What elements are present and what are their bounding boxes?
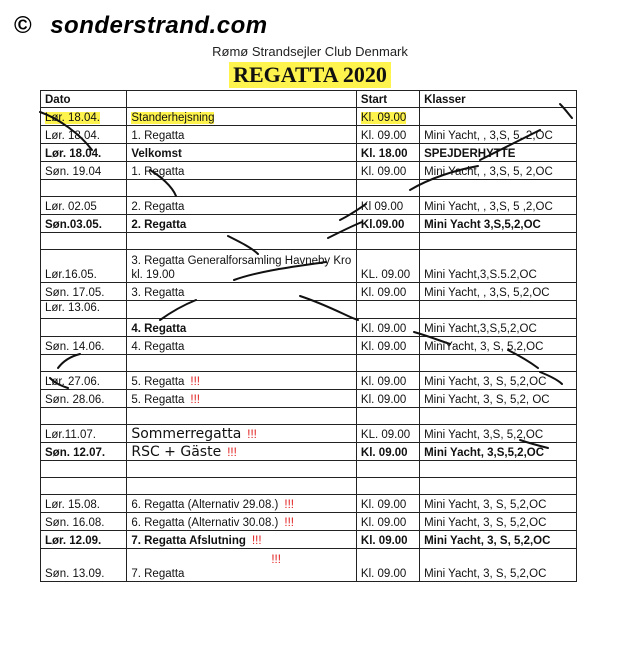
date-cell	[41, 144, 127, 162]
regatta-table	[40, 90, 577, 582]
classes-cell	[420, 233, 577, 250]
start-cell	[356, 301, 419, 319]
event-cell	[127, 425, 357, 443]
date-cell	[41, 180, 127, 197]
start-cell-text: Kl 09.00	[360, 201, 404, 213]
classes-cell	[420, 531, 577, 549]
date-cell-text: Søn. 19.04	[45, 166, 102, 178]
classes-cell	[420, 355, 577, 372]
date-cell	[41, 283, 127, 301]
date-cell	[41, 531, 127, 549]
event-cell-text: 2. Regatta	[131, 219, 187, 231]
start-cell-text: KL. 09.00	[360, 269, 411, 281]
date-cell-text: Lør.16.05.	[45, 269, 97, 281]
classes-cell	[420, 425, 577, 443]
start-cell-text: Kl. 09.00	[360, 287, 407, 299]
blank-row	[41, 461, 577, 478]
classes-cell-text: Mini Yacht, 3, S, 5,2,OC	[424, 568, 547, 580]
blank-row	[41, 180, 577, 197]
start-cell	[356, 495, 419, 513]
start-cell	[356, 126, 419, 144]
event-cell	[127, 162, 357, 180]
date-cell-text: Lør. 02.05	[45, 201, 97, 213]
classes-cell-text: Mini Yacht, , 3,S, 5, 2,OC	[424, 166, 553, 178]
classes-cell-text: Mini Yacht, 3, S, 5,2,OC	[424, 499, 547, 511]
start-cell	[356, 108, 419, 126]
classes-cell	[420, 250, 577, 283]
event-cell	[127, 461, 357, 478]
date-cell-text: Lør. 15.08.	[45, 499, 100, 511]
table-header	[41, 91, 577, 108]
attention-marks: !!!	[271, 554, 281, 566]
table-row	[41, 301, 577, 319]
start-cell	[356, 180, 419, 197]
start-cell-text: Kl. 09.00	[360, 166, 407, 178]
start-cell-text: Kl. 09.00	[360, 376, 407, 388]
date-cell	[41, 233, 127, 250]
start-cell	[356, 197, 419, 215]
start-cell-text: Kl. 09.00	[360, 535, 408, 547]
attention-marks: !!!	[190, 394, 201, 406]
classes-cell	[420, 443, 577, 461]
attention-marks: !!!	[284, 499, 294, 511]
column-header-start: Start	[356, 91, 419, 108]
table-row	[41, 144, 577, 162]
event-cell-text: 5. Regatta	[131, 394, 185, 406]
classes-cell-text: Mini Yacht, 3,S,5,2,OC	[424, 447, 545, 459]
classes-cell-text: Mini Yacht, , 3,S, 5 ,2,OC	[424, 201, 553, 213]
date-cell	[41, 513, 127, 531]
date-cell-text: Søn. 28.06.	[45, 394, 105, 406]
classes-cell-text: Mini Yacht,3,S,5,2,OC	[424, 323, 537, 335]
date-cell	[41, 390, 127, 408]
event-cell	[127, 478, 357, 495]
classes-cell	[420, 461, 577, 478]
classes-cell	[420, 108, 577, 126]
table-row	[41, 319, 577, 337]
table-row	[41, 162, 577, 180]
event-cell	[127, 355, 357, 372]
start-cell	[356, 283, 419, 301]
date-cell-text: Søn. 16.08.	[45, 517, 105, 529]
classes-cell-text: Mini Yacht 3,S,5,2,OC	[424, 219, 541, 231]
date-cell	[41, 319, 127, 337]
event-cell	[127, 495, 357, 513]
start-cell-text: Kl. 09.00	[360, 112, 407, 124]
event-cell	[127, 301, 357, 319]
table-row	[41, 531, 577, 549]
attention-marks: !!!	[227, 447, 237, 459]
column-header-date: Dato	[41, 91, 127, 108]
event-cell-text: 7. Regatta	[131, 568, 185, 580]
date-cell-text: Lør.11.07.	[45, 429, 96, 441]
date-cell	[41, 495, 127, 513]
event-cell-text: 4. Regatta	[131, 341, 185, 353]
date-cell	[41, 197, 127, 215]
classes-cell-text: Mini Yacht, 3, S, 5,2,OC	[424, 535, 551, 547]
date-cell-text: Søn. 12.07.	[45, 447, 106, 459]
page-title: REGATTA 2020	[229, 62, 391, 88]
blank-row	[41, 478, 577, 495]
classes-cell	[420, 337, 577, 355]
table-row	[41, 425, 577, 443]
date-cell	[41, 443, 127, 461]
start-cell	[356, 390, 419, 408]
event-cell-text: 6. Regatta (Alternativ 30.08.)	[131, 517, 279, 529]
start-cell	[356, 215, 419, 233]
date-cell	[41, 425, 127, 443]
table-row	[41, 126, 577, 144]
blank-row	[41, 233, 577, 250]
date-cell	[41, 162, 127, 180]
table-row	[41, 372, 577, 390]
event-cell	[127, 233, 357, 250]
table-row	[41, 197, 577, 215]
date-cell	[41, 408, 127, 425]
classes-cell-text: Mini Yacht, 3,S, 5,2,OC	[424, 429, 544, 441]
event-cell-text: Standerhejsning	[131, 112, 215, 124]
classes-cell	[420, 549, 577, 582]
start-cell	[356, 531, 419, 549]
classes-cell	[420, 478, 577, 495]
watermark	[14, 12, 268, 40]
start-cell	[356, 408, 419, 425]
classes-cell-text: MiniYacht, 3, S, 5,2,OC	[424, 341, 544, 353]
copyright-symbol: ©	[14, 12, 33, 39]
date-cell-text: Søn. 17.05.	[45, 287, 105, 299]
table-row	[41, 337, 577, 355]
classes-cell-text: Mini Yacht, , 3,S, 5, 2,OC	[424, 130, 553, 142]
column-header-event	[127, 91, 357, 108]
start-cell-text: Kl. 09.00	[360, 499, 407, 511]
attention-marks: !!!	[247, 429, 257, 441]
start-cell-text: Kl. 09.00	[360, 568, 407, 580]
site-name: sonderstrand.com	[50, 12, 268, 39]
start-cell	[356, 513, 419, 531]
date-cell	[41, 301, 127, 319]
date-cell	[41, 126, 127, 144]
event-cell-text: 4. Regatta	[131, 323, 187, 335]
start-cell	[356, 461, 419, 478]
blank-row	[41, 355, 577, 372]
event-cell	[127, 372, 357, 390]
date-cell-text: Søn.03.05.	[45, 219, 102, 231]
start-cell-text: Kl. 09.00	[360, 323, 407, 335]
start-cell	[356, 250, 419, 283]
start-cell	[356, 549, 419, 582]
event-cell	[127, 408, 357, 425]
event-cell-text: 3. Regatta	[131, 287, 185, 299]
start-cell	[356, 233, 419, 250]
start-cell	[356, 425, 419, 443]
classes-cell	[420, 301, 577, 319]
date-cell	[41, 337, 127, 355]
start-cell	[356, 478, 419, 495]
event-cell-text: 3. Regatta Generalforsamling Havneby Kro kl. 19.00	[131, 255, 352, 281]
event-cell-text: 1. Regatta	[131, 166, 185, 178]
event-cell-text: 5. Regatta	[131, 376, 185, 388]
table-row	[41, 513, 577, 531]
classes-cell-text: Mini Yacht, 3, S, 5,2,OC	[424, 517, 547, 529]
event-cell	[127, 549, 357, 582]
start-cell-text: Kl. 09.00	[360, 130, 407, 142]
classes-cell	[420, 144, 577, 162]
date-cell	[41, 250, 127, 283]
event-cell	[127, 126, 357, 144]
event-cell	[127, 215, 357, 233]
start-cell-text: Kl. 09.00	[360, 447, 408, 459]
event-cell	[127, 108, 357, 126]
blank-row	[41, 408, 577, 425]
event-cell-text: Velkomst	[131, 148, 182, 160]
date-cell-text: Søn. 13.09.	[45, 568, 105, 580]
classes-cell	[420, 408, 577, 425]
event-cell	[127, 390, 357, 408]
event-cell-text: RSC + Gäste	[131, 444, 222, 460]
start-cell	[356, 337, 419, 355]
event-cell	[127, 513, 357, 531]
classes-cell-text: Mini Yacht, , 3,S, 5,2,OC	[424, 287, 550, 299]
start-cell-text: KL. 09.00	[360, 429, 411, 441]
event-cell	[127, 337, 357, 355]
start-cell-text: Kl. 18.00	[360, 148, 408, 160]
event-cell	[127, 283, 357, 301]
date-cell-text: Lør. 18.04.	[45, 130, 100, 142]
event-cell	[127, 443, 357, 461]
date-cell	[41, 478, 127, 495]
classes-cell-text: Mini Yacht, 3, S, 5,2, OC	[424, 394, 550, 406]
table-row	[41, 108, 577, 126]
date-cell-text: Lør. 12.09.	[45, 535, 102, 547]
column-header-classes: Klasser	[420, 91, 577, 108]
event-cell-text: 6. Regatta (Alternativ 29.08.)	[131, 499, 279, 511]
start-cell-text: Kl. 09.00	[360, 341, 407, 353]
event-cell-text: 1. Regatta	[131, 130, 185, 142]
classes-cell	[420, 126, 577, 144]
start-cell	[356, 372, 419, 390]
date-cell-text: Lør. 13.06.	[45, 302, 100, 314]
date-cell	[41, 108, 127, 126]
start-cell	[356, 355, 419, 372]
event-cell	[127, 319, 357, 337]
attention-marks: !!!	[251, 535, 262, 547]
date-cell	[41, 355, 127, 372]
table-row	[41, 390, 577, 408]
classes-cell-text: Mini Yacht, 3, S, 5,2,OC	[424, 376, 547, 388]
event-cell	[127, 531, 357, 549]
table-row	[41, 215, 577, 233]
classes-cell	[420, 372, 577, 390]
table-row	[41, 250, 577, 283]
classes-cell	[420, 215, 577, 233]
event-cell	[127, 144, 357, 162]
classes-cell-text: SPEJDERHYTTE	[424, 148, 516, 160]
classes-cell	[420, 162, 577, 180]
attention-marks: !!!	[190, 376, 201, 388]
event-cell-text: Sommerregatta	[131, 426, 242, 442]
date-cell-text: Søn. 14.06.	[45, 341, 105, 353]
date-cell	[41, 372, 127, 390]
table-row	[41, 443, 577, 461]
date-cell-text: Lør. 27.06.	[45, 376, 100, 388]
attention-marks: !!!	[284, 517, 294, 529]
event-cell-text: 2. Regatta	[131, 201, 185, 213]
date-cell	[41, 215, 127, 233]
classes-cell	[420, 283, 577, 301]
event-cell	[127, 250, 357, 283]
date-cell-text: Lør. 18.04.	[45, 112, 100, 124]
start-cell-text: Kl. 09.00	[360, 517, 407, 529]
table-row	[41, 549, 577, 582]
start-cell-text: Kl. 09.00	[360, 394, 407, 406]
classes-cell	[420, 513, 577, 531]
start-cell	[356, 144, 419, 162]
start-cell	[356, 319, 419, 337]
event-cell	[127, 180, 357, 197]
classes-cell	[420, 495, 577, 513]
event-cell	[127, 197, 357, 215]
classes-cell	[420, 180, 577, 197]
date-cell	[41, 461, 127, 478]
event-cell-text: 7. Regatta Afslutning	[131, 535, 246, 547]
club-name: Rømø Strandsejler Club Denmark	[212, 44, 408, 59]
table-row	[41, 495, 577, 513]
date-cell	[41, 549, 127, 582]
date-cell-text: Lør. 18.04.	[45, 148, 102, 160]
classes-cell	[420, 319, 577, 337]
classes-cell	[420, 390, 577, 408]
table-row	[41, 283, 577, 301]
start-cell	[356, 443, 419, 461]
start-cell	[356, 162, 419, 180]
classes-cell	[420, 197, 577, 215]
classes-cell-text: Mini Yacht,3,S.5.2,OC	[424, 269, 537, 281]
start-cell-text: Kl.09.00	[360, 219, 405, 231]
